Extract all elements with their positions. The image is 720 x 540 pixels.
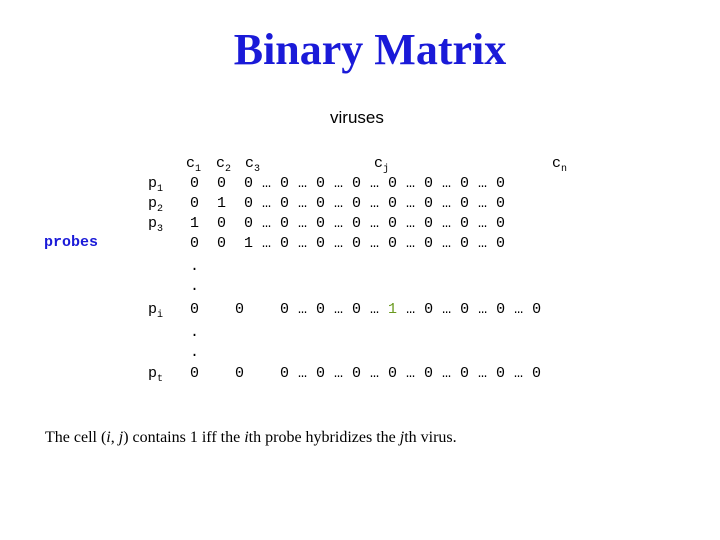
matrix-row-i: 0 0 0 … 0 … 0 … 1 … 0 … 0 … 0 … 0 [190,301,542,318]
vertical-ellipsis-dot: . [190,258,200,275]
matrix-row-4: 0 0 1 … 0 … 0 … 0 … 0 … 0 … 0 … 0 [190,235,506,252]
column-header-c2: $c_2$ [216,155,232,175]
column-header-cj: $c_j$ [374,155,390,175]
vertical-ellipsis-dot: . [190,278,200,295]
column-header-c1: $c_1$ [186,155,202,175]
vertical-ellipsis-dot: . [190,324,200,341]
row-label-pi: $p_i$ [148,301,164,321]
probes-label: probes [44,234,99,251]
column-header-c3: $c_3$ [245,155,261,175]
matrix-row-3: 1 0 0 … 0 … 0 … 0 … 0 … 0 … 0 … 0 [190,215,506,232]
matrix-row-2: 0 1 0 … 0 … 0 … 0 … 0 … 0 … 0 … 0 [190,195,506,212]
matrix-row-1: 0 0 0 … 0 … 0 … 0 … 0 … 0 … 0 … 0 [190,175,506,192]
column-header-cn: $c_n$ [552,155,568,175]
page-title: Binary Matrix [233,25,507,74]
row-label-p3: $p_3$ [148,215,164,235]
row-label-p1: $p_1$ [148,175,164,195]
caption: The cell (i, j) contains 1 iff the ith probe hybridizes the jth virus. [45,429,457,446]
viruses-label: viruses [330,108,384,127]
row-label-p2: $p_2$ [148,195,164,215]
row-label-pt: $p_t$ [148,365,164,385]
highlighted-cell: 1 [388,301,398,318]
matrix-row-t: 0 0 0 … 0 … 0 … 0 … 0 … 0 … 0 … 0 [190,365,542,382]
vertical-ellipsis-dot: . [190,344,200,361]
